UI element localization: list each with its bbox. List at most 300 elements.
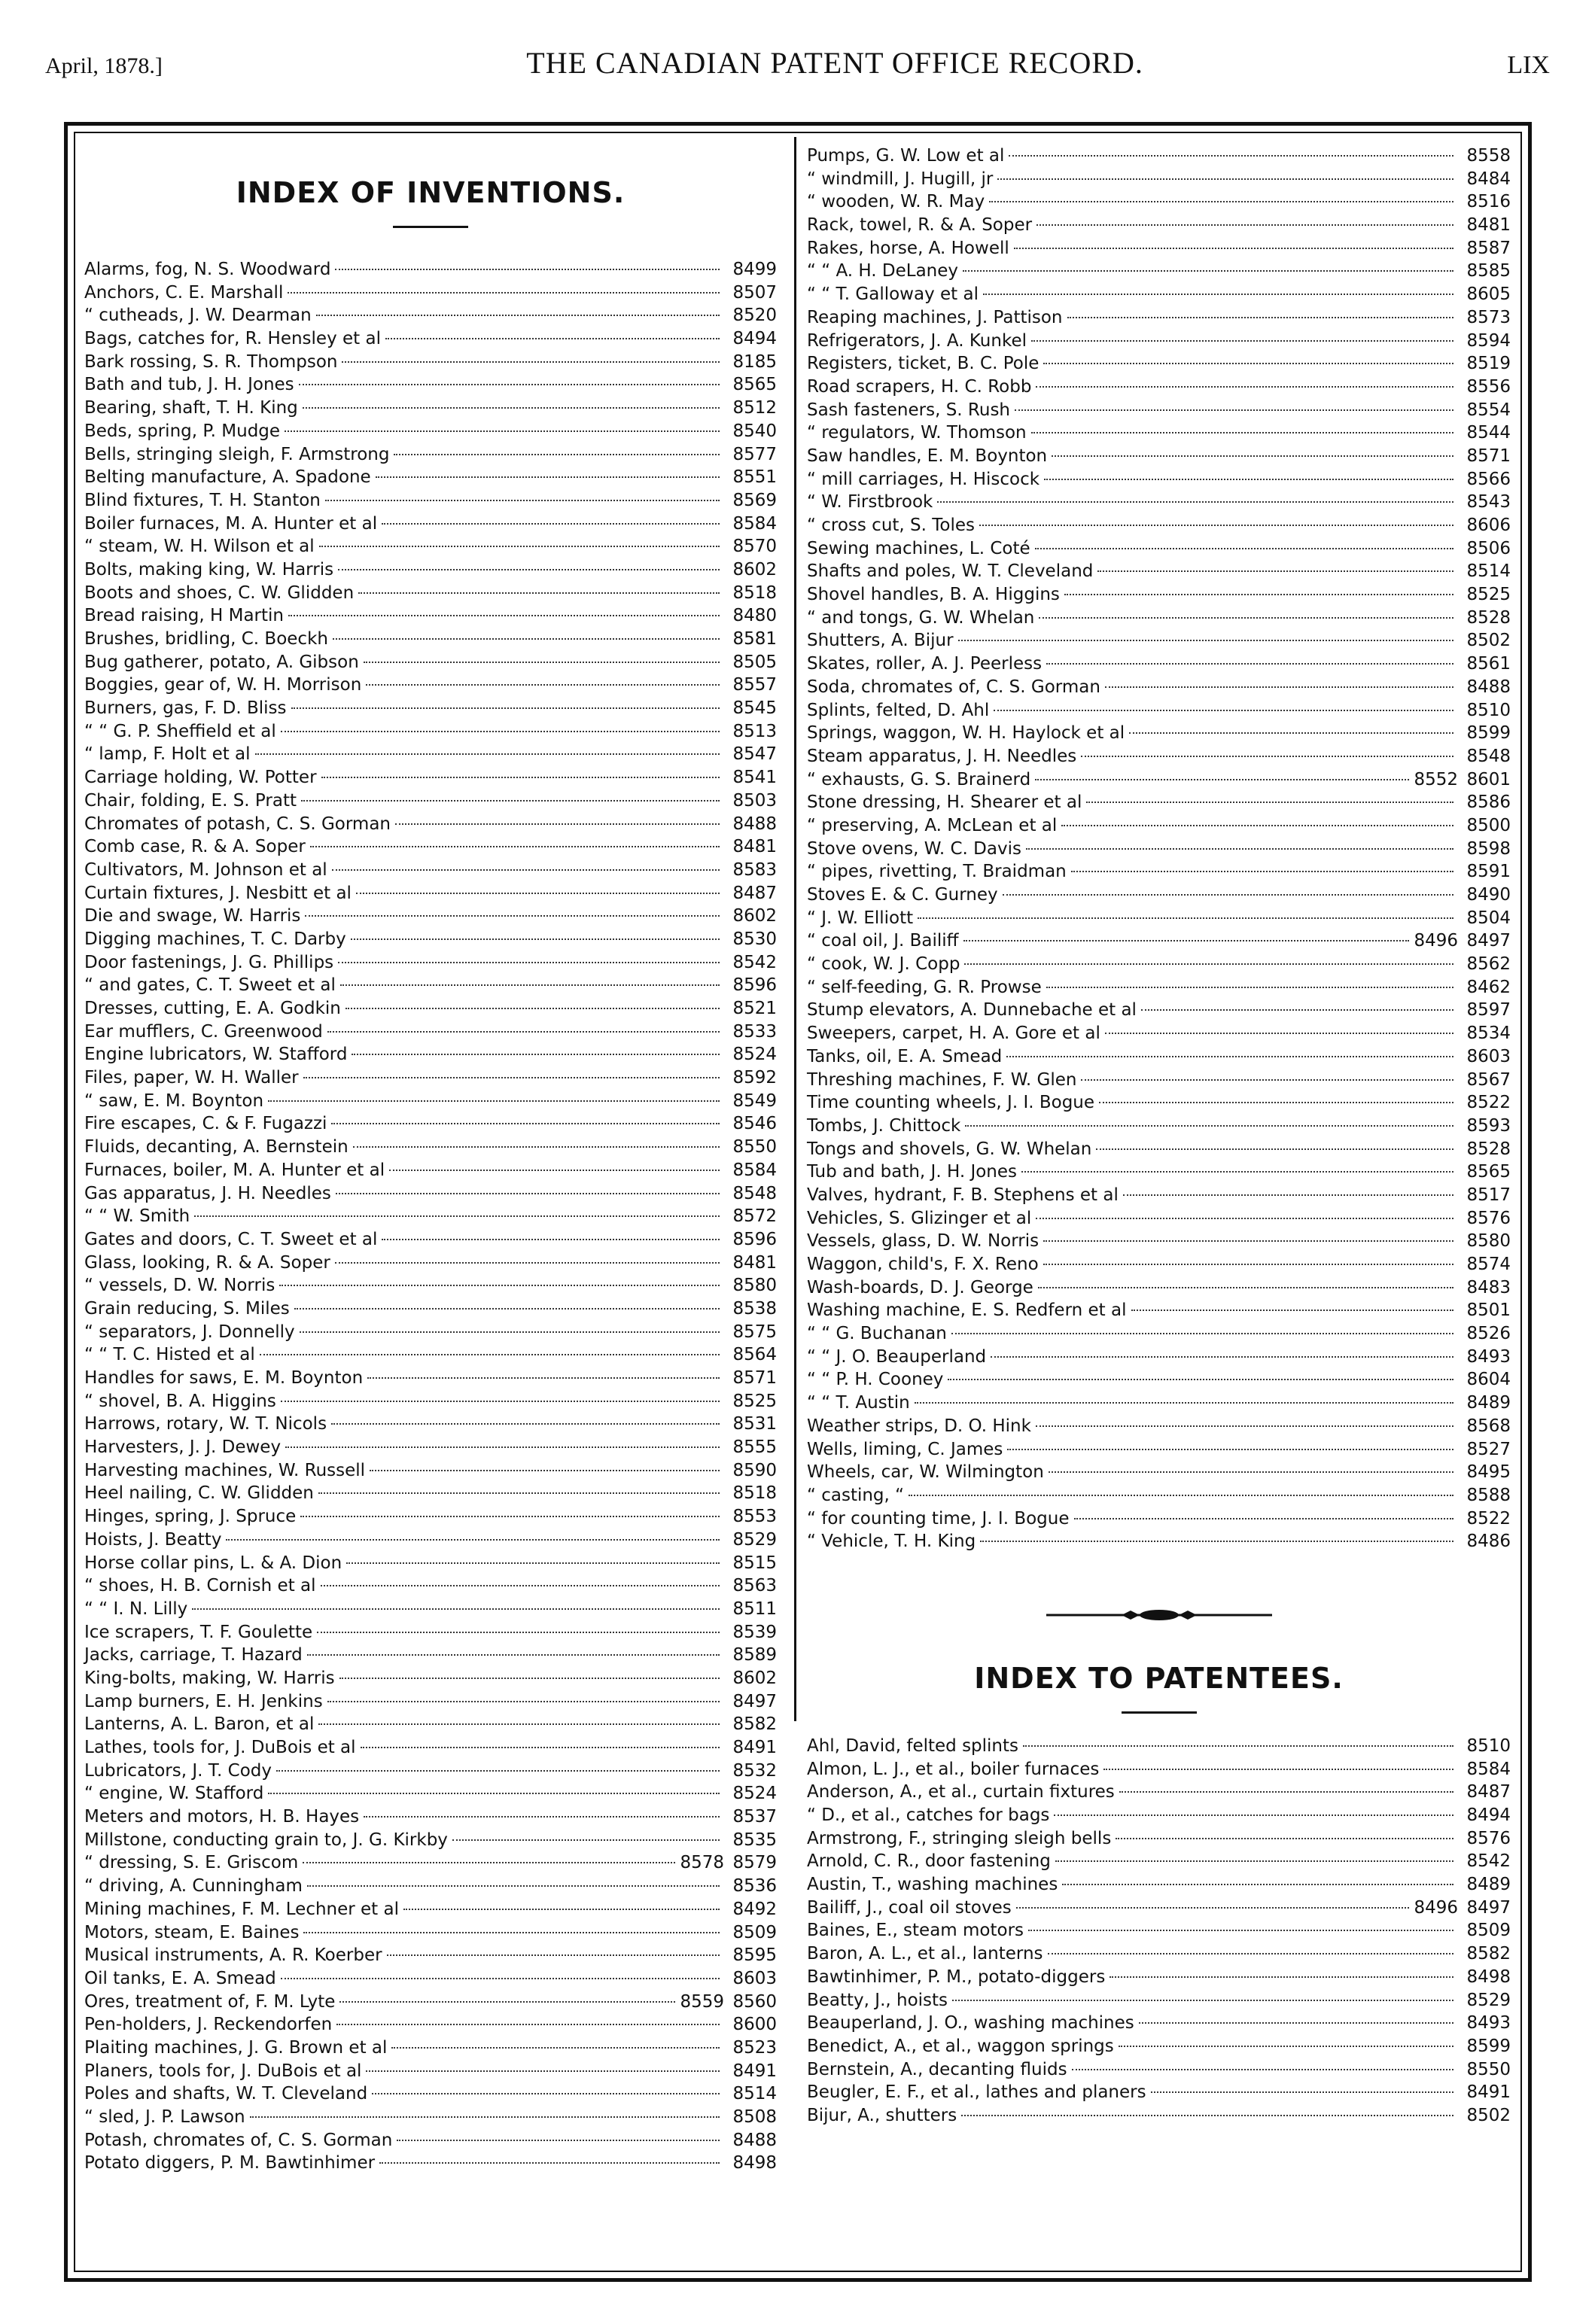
index-entry xyxy=(84,789,777,813)
dot-leader xyxy=(961,2115,1453,2116)
index-entry xyxy=(807,929,1511,953)
index-entry xyxy=(807,1966,1511,1989)
dot-leader xyxy=(1099,1102,1453,1103)
index-entry xyxy=(84,835,777,859)
index-entry xyxy=(807,814,1511,838)
dot-leader xyxy=(997,178,1453,180)
entry-number: 8491 xyxy=(732,2061,777,2081)
entry-number: 8584 xyxy=(1466,1759,1511,1779)
index-entry xyxy=(807,1484,1511,1507)
index-entry xyxy=(84,1598,777,1621)
index-entry xyxy=(807,2012,1511,2035)
entry-text: Belting manufacture, A. Spadone xyxy=(84,467,371,488)
entry-number: 8492 xyxy=(732,1899,777,1919)
entry-text: Lubricators, J. T. Cody xyxy=(84,1760,272,1781)
index-entry xyxy=(807,1942,1511,1966)
index-entry xyxy=(807,976,1511,999)
dot-leader xyxy=(285,430,720,432)
entry-text: Splints, felted, D. Ahl xyxy=(807,700,990,720)
index-entry xyxy=(84,1851,777,1875)
index-entry xyxy=(807,1253,1511,1276)
index-entry xyxy=(84,1066,777,1090)
dot-leader xyxy=(1062,1884,1453,1885)
index-entry xyxy=(807,1207,1511,1230)
entry-number: 8536 xyxy=(732,1876,777,1897)
entry-number: 8497 xyxy=(732,1691,777,1711)
entry-text: Steam apparatus, J. H. Needles xyxy=(807,746,1077,766)
index-entry xyxy=(84,928,777,951)
entry-text: Stoves E. & C. Gurney xyxy=(807,885,998,905)
entry-number: 8507 xyxy=(732,282,777,303)
dot-leader xyxy=(1096,1148,1453,1150)
index-entry xyxy=(84,1390,777,1413)
entry-number: 8571 xyxy=(732,1368,777,1388)
dot-leader xyxy=(915,1402,1453,1404)
entry-number: 8513 xyxy=(732,721,777,741)
dot-leader xyxy=(385,338,720,339)
entry-number: 8558 xyxy=(1466,146,1511,166)
heading-rule xyxy=(393,226,468,228)
entry-text: Bearing, shaft, T. H. King xyxy=(84,398,298,418)
entry-number: 8524 xyxy=(732,1784,777,1804)
entry-number: 8510 xyxy=(1466,700,1511,720)
dot-leader xyxy=(351,938,720,940)
entry-number: 8528 xyxy=(1466,1139,1511,1159)
dot-leader xyxy=(403,1909,720,1910)
dot-leader xyxy=(361,1747,720,1748)
dot-leader xyxy=(335,269,720,270)
entry-number: 8567 xyxy=(1466,1069,1511,1090)
entry-text: “ cutheads, J. W. Dearman xyxy=(84,306,312,326)
entry-number: 8565 xyxy=(1466,1162,1511,1182)
index-entry xyxy=(807,491,1511,514)
entry-number: 8515 xyxy=(732,1553,777,1573)
entry-number: 8512 xyxy=(732,398,777,418)
dot-leader xyxy=(318,1723,720,1725)
dot-leader xyxy=(1035,548,1453,549)
dot-leader xyxy=(268,1100,720,1102)
entry-text: Bolts, making king, W. Harris xyxy=(84,559,334,579)
entry-text: “ W. Firstbrook xyxy=(807,492,933,513)
index-entry xyxy=(807,1989,1511,2012)
entry-number: 8490 xyxy=(1466,885,1511,905)
dot-leader xyxy=(319,546,720,547)
entry-number: 8525 xyxy=(1466,585,1511,605)
dot-leader xyxy=(1141,1009,1453,1011)
dot-leader xyxy=(317,1632,720,1633)
entry-number: 8576 xyxy=(1466,1828,1511,1848)
entry-text: “ sled, J. P. Lawson xyxy=(84,2107,245,2127)
dot-leader xyxy=(1048,1953,1453,1954)
entry-number: 8549 xyxy=(732,1091,777,1111)
dot-leader xyxy=(1105,1033,1453,1034)
entry-number: 8531 xyxy=(732,1414,777,1434)
entry-number: 8497 xyxy=(1466,931,1511,951)
index-entry xyxy=(807,1045,1511,1069)
dot-leader xyxy=(307,1654,720,1656)
index-entry xyxy=(807,1091,1511,1115)
entry-text: “ driving, A. Cunningham xyxy=(84,1876,303,1897)
index-entry xyxy=(807,999,1511,1022)
entry-text: Reaping machines, J. Pattison xyxy=(807,307,1063,327)
entry-text: Meters and motors, H. B. Hayes xyxy=(84,1807,360,1827)
dot-leader xyxy=(1007,1449,1453,1450)
entry-text: Road scrapers, H. C. Robb xyxy=(807,376,1032,397)
index-entry xyxy=(807,652,1511,676)
entry-text: “ engine, W. Stafford xyxy=(84,1784,264,1804)
entry-text: Dresses, cutting, E. A. Godkin xyxy=(84,999,341,1018)
entry-text: Waggon, child's, F. X. Reno xyxy=(807,1255,1039,1274)
entry-number: 8587 xyxy=(1466,238,1511,258)
index-entry xyxy=(84,327,777,351)
entry-text: Anchors, C. E. Marshall xyxy=(84,282,284,303)
dot-leader xyxy=(1055,1860,1453,1862)
dot-leader xyxy=(1049,1471,1453,1473)
entry-text: Glass, looking, R. & A. Soper xyxy=(84,1252,330,1273)
entry-number: 8554 xyxy=(1466,400,1511,420)
index-entry xyxy=(84,604,777,628)
index-entry xyxy=(84,2060,777,2083)
entry-text: Chromates of potash, C. S. Gorman xyxy=(84,814,391,834)
dot-leader xyxy=(1031,432,1453,433)
dot-leader xyxy=(336,1193,720,1194)
entry-text: Bijur, A., shutters xyxy=(807,2105,957,2125)
entry-number: 8498 xyxy=(1466,1967,1511,1987)
dot-leader xyxy=(316,315,720,316)
entry-number: 8582 xyxy=(732,1714,777,1735)
index-entry xyxy=(84,1343,777,1367)
index-entry xyxy=(84,674,777,697)
index-entry xyxy=(84,1621,777,1644)
entry-text: Skates, roller, A. J. Peerless xyxy=(807,654,1043,674)
index-entry xyxy=(807,676,1511,699)
dot-leader xyxy=(301,800,720,802)
entry-number: 8511 xyxy=(732,1599,777,1619)
dot-leader xyxy=(335,1262,720,1264)
entry-text: Stone dressing, H. Shearer et al xyxy=(807,792,1082,813)
entry-number: 8572 xyxy=(732,1206,777,1227)
dot-leader xyxy=(1103,1769,1453,1770)
entry-text: Washing machine, E. S. Redfern et al xyxy=(807,1300,1127,1321)
dot-leader xyxy=(1097,570,1453,572)
index-entry xyxy=(84,1321,777,1344)
entry-text: Comb case, R. & A. Soper xyxy=(84,837,306,857)
entry-text: Valves, hydrant, F. B. Stephens et al xyxy=(807,1185,1119,1205)
entry-number: 8580 xyxy=(1466,1231,1511,1252)
index-entry xyxy=(807,722,1511,745)
entry-number: 8547 xyxy=(732,744,777,765)
entry-text: Ear mufflers, C. Greenwood xyxy=(84,1021,323,1042)
entry-text: Arnold, C. R., door fastening xyxy=(807,1851,1051,1872)
entry-text: Beatty, J., hoists xyxy=(807,1990,948,2010)
entry-text: Digging machines, T. C. Darby xyxy=(84,929,346,949)
entry-number: 8556 xyxy=(1466,376,1511,397)
entry-text: Mining machines, F. M. Lechner et al xyxy=(84,1899,399,1919)
entry-text: Ores, treatment of, F. M. Lyte xyxy=(84,1991,336,2012)
dot-leader xyxy=(356,893,720,894)
entry-number: 8557 xyxy=(732,675,777,695)
entry-text: Chair, folding, E. S. Pratt xyxy=(84,790,297,811)
dot-leader xyxy=(364,662,720,663)
entry-text: Bells, stringing sleigh, F. Armstrong xyxy=(84,444,390,464)
entry-number: 8606 xyxy=(1466,516,1511,535)
entry-text: Shafts and poles, W. T. Cleveland xyxy=(807,561,1094,582)
entry-text: Musical instruments, A. R. Koerber xyxy=(84,1945,382,1966)
index-entry xyxy=(807,907,1511,930)
dot-leader xyxy=(963,940,1410,941)
entry-text: Boggies, gear of, W. H. Morrison xyxy=(84,675,362,695)
index-entry xyxy=(807,699,1511,722)
entry-number: 8502 xyxy=(1466,2105,1511,2125)
dot-leader xyxy=(372,2093,720,2094)
dot-leader xyxy=(303,407,720,409)
patentees-heading: INDEX TO PATENTEES. xyxy=(974,1661,1344,1695)
entry-number: 8545 xyxy=(732,698,777,719)
entry-text: Sweepers, carpet, H. A. Gore et al xyxy=(807,1024,1100,1044)
entry-text: Fire escapes, C. & F. Fugazzi xyxy=(84,1114,327,1134)
index-entry xyxy=(84,1228,777,1252)
entry-text: “ “ T. Austin xyxy=(807,1393,910,1413)
entry-text: Beugler, E. F., et al., lathes and planers xyxy=(807,2082,1146,2103)
dot-leader xyxy=(318,1492,720,1494)
dot-leader xyxy=(364,1816,720,1818)
entry-text: Time counting wheels, J. I. Bogue xyxy=(807,1093,1095,1113)
entry-number: 8518 xyxy=(732,583,777,603)
index-entry xyxy=(807,1850,1511,1873)
index-entry xyxy=(84,2152,777,2175)
entry-number: 8550 xyxy=(732,1137,777,1157)
entry-number: 8603 xyxy=(1466,1046,1511,1066)
entry-text: Heel nailing, C. W. Glidden xyxy=(84,1483,314,1504)
entry-text: Harvesting machines, W. Russell xyxy=(84,1460,366,1480)
index-entry xyxy=(84,1574,777,1598)
index-entry xyxy=(807,168,1511,191)
index-entry xyxy=(807,1392,1511,1415)
entry-text: “ “ T. C. Histed et al xyxy=(84,1345,255,1365)
index-entry xyxy=(807,1346,1511,1369)
entry-number: 8574 xyxy=(1466,1255,1511,1274)
dot-leader xyxy=(1014,248,1453,249)
entry-text: Burners, gas, F. D. Bliss xyxy=(84,698,287,719)
entry-text: Wells, liming, C. James xyxy=(807,1439,1003,1459)
index-entry xyxy=(807,1160,1511,1184)
entry-number: 8518 xyxy=(732,1483,777,1504)
index-entry xyxy=(807,445,1511,468)
index-entry xyxy=(807,2058,1511,2082)
entry-text: Armstrong, F., stringing sleigh bells xyxy=(807,1828,1112,1848)
entry-text: Planers, tools for, J. DuBois et al xyxy=(84,2061,362,2081)
entry-number: 8537 xyxy=(732,1807,777,1827)
publication-title: THE CANADIAN PATENT OFFICE RECORD. xyxy=(526,46,1143,80)
entry-number: 8508 xyxy=(732,2107,777,2127)
index-entry xyxy=(84,443,777,467)
dot-leader xyxy=(965,1125,1453,1127)
dot-leader xyxy=(980,1541,1453,1542)
entry-text: Shutters, A. Bijur xyxy=(807,631,954,651)
entry-number: 8481 xyxy=(732,1252,777,1273)
entry-text: Potash, chromates of, C. S. Gorman xyxy=(84,2130,393,2150)
entry-number: 8584 xyxy=(732,1160,777,1180)
dot-leader xyxy=(391,2047,720,2049)
index-entry xyxy=(84,1875,777,1898)
entry-number: 8521 xyxy=(732,999,777,1018)
entry-number: 8582 xyxy=(1466,1944,1511,1964)
entry-number: 8505 xyxy=(732,652,777,672)
entry-text: Baron, A. L., et al., lanterns xyxy=(807,1944,1043,1964)
entry-number: 8534 xyxy=(1466,1024,1511,1044)
entry-number: 8462 xyxy=(1466,977,1511,997)
index-entry xyxy=(84,1667,777,1690)
entry-number: 8550 xyxy=(1466,2059,1511,2079)
index-entry xyxy=(807,1781,1511,1804)
entry-number: 8599 xyxy=(1466,723,1511,744)
dot-leader xyxy=(1031,340,1453,342)
index-entry xyxy=(84,1505,777,1529)
dot-leader xyxy=(1038,1287,1453,1288)
entry-text: Grain reducing, S. Miles xyxy=(84,1298,290,1319)
entry-text: Wheels, car, W. Wilmington xyxy=(807,1462,1044,1483)
entry-text: Gas apparatus, J. H. Needles xyxy=(84,1183,331,1203)
entry-text: “ cross cut, S. Toles xyxy=(807,516,975,535)
index-entry xyxy=(84,1782,777,1805)
entry-secondary-number: 8496 xyxy=(1414,1897,1458,1918)
index-entry xyxy=(84,1136,777,1159)
dot-leader xyxy=(294,1308,720,1310)
index-entry xyxy=(807,352,1511,376)
entry-number: 8569 xyxy=(732,490,777,510)
entry-number: 8560 xyxy=(732,1991,777,2012)
dot-leader xyxy=(1074,1518,1453,1519)
index-entry xyxy=(84,697,777,720)
index-entry xyxy=(84,281,777,305)
index-entry xyxy=(807,2081,1511,2104)
entry-text: Carriage holding, W. Potter xyxy=(84,768,317,788)
entry-number: 8596 xyxy=(732,975,777,996)
entry-number: 8566 xyxy=(1466,469,1511,489)
index-entry xyxy=(807,1438,1511,1462)
entry-number: 8592 xyxy=(732,1068,777,1088)
entry-text: Soda, chromates of, C. S. Gorman xyxy=(807,677,1100,697)
dot-leader xyxy=(367,1377,720,1379)
index-entry xyxy=(807,1804,1511,1827)
dot-leader xyxy=(979,525,1453,526)
dot-leader xyxy=(397,2140,720,2141)
entry-number: 8602 xyxy=(732,559,777,579)
entry-text: Engine lubricators, W. Stafford xyxy=(84,1045,348,1065)
index-entry xyxy=(807,399,1511,422)
index-entry xyxy=(807,838,1511,861)
dot-leader xyxy=(1129,732,1453,734)
entry-number: 8542 xyxy=(732,952,777,972)
dot-leader xyxy=(260,1354,720,1355)
entry-number: 8503 xyxy=(732,790,777,811)
dot-leader xyxy=(1123,1194,1453,1196)
dot-leader xyxy=(279,1285,720,1286)
index-entry xyxy=(84,304,777,327)
entry-number: 8488 xyxy=(732,814,777,834)
entry-number: 8548 xyxy=(1466,746,1511,766)
entry-text: Bread raising, H Martin xyxy=(84,606,284,626)
index-entry xyxy=(84,466,777,489)
dot-leader xyxy=(948,1379,1453,1380)
entry-number: 8551 xyxy=(732,467,777,488)
dot-leader xyxy=(983,294,1453,295)
entry-text: “ “ I. N. Lilly xyxy=(84,1599,188,1619)
entry-text: “ “ G. P. Sheffield et al xyxy=(84,721,276,741)
index-entry xyxy=(84,882,777,905)
index-entry xyxy=(807,514,1511,537)
entry-text: “ “ W. Smith xyxy=(84,1206,190,1227)
dot-leader xyxy=(1036,1425,1453,1427)
index-entry xyxy=(807,1230,1511,1253)
entry-text: Pen-holders, J. Reckendorfen xyxy=(84,2015,333,2035)
entry-text: Beds, spring, P. Mudge xyxy=(84,421,281,441)
index-entry xyxy=(84,582,777,605)
entry-number: 8491 xyxy=(732,1738,777,1757)
index-entry xyxy=(84,513,777,536)
entry-number: 8529 xyxy=(1466,1990,1511,2010)
dot-leader xyxy=(1109,1976,1453,1978)
entry-number: 8514 xyxy=(732,2084,777,2104)
entry-number: 8529 xyxy=(732,1529,777,1550)
index-entry xyxy=(807,421,1511,445)
dot-leader xyxy=(382,523,720,525)
dot-leader xyxy=(342,361,720,363)
entry-number: 8583 xyxy=(732,859,777,880)
entry-number: 8575 xyxy=(732,1322,777,1342)
entry-number: 8517 xyxy=(1466,1185,1511,1205)
entry-number: 8565 xyxy=(732,375,777,395)
index-entry xyxy=(84,2106,777,2129)
dot-leader xyxy=(370,1470,720,1471)
entry-number: 8487 xyxy=(732,883,777,903)
entry-text: Austin, T., washing machines xyxy=(807,1875,1058,1895)
index-entry xyxy=(84,743,777,766)
entry-number: 8520 xyxy=(732,306,777,326)
entry-text: “ dressing, S. E. Griscom xyxy=(84,1853,299,1873)
dot-leader xyxy=(303,1077,720,1078)
entry-number: 8504 xyxy=(1466,908,1511,928)
entry-number: 8594 xyxy=(1466,330,1511,351)
dot-leader xyxy=(1016,1907,1410,1909)
entry-text: Bug gatherer, potato, A. Gibson xyxy=(84,652,359,672)
entry-text: Bernstein, A., decanting fluids xyxy=(807,2059,1067,2079)
dot-leader xyxy=(194,1215,720,1217)
entry-text: “ “ T. Galloway et al xyxy=(807,284,979,305)
entry-text: Baines, E., steam motors xyxy=(807,1921,1024,1941)
dot-leader xyxy=(1119,1791,1453,1793)
index-entry xyxy=(84,1829,777,1852)
entry-text: Threshing machines, F. W. Glen xyxy=(807,1069,1077,1090)
entry-number: 8542 xyxy=(1466,1851,1511,1872)
entry-secondary-number: 8496 xyxy=(1414,931,1458,951)
index-entry xyxy=(84,1205,777,1228)
inventions-heading: INDEX OF INVENTIONS. xyxy=(236,176,626,209)
index-entry xyxy=(807,537,1511,561)
index-entry xyxy=(84,974,777,997)
entry-text: “ pipes, rivetting, T. Braidman xyxy=(807,862,1067,882)
entry-text: Cultivators, M. Johnson et al xyxy=(84,859,327,880)
dot-leader xyxy=(300,1331,720,1333)
entry-text: “ windmill, J. Hugill, jr xyxy=(807,169,994,189)
index-entry xyxy=(807,745,1511,768)
dot-leader xyxy=(345,1008,720,1009)
entry-text: Pumps, G. W. Low et al xyxy=(807,146,1005,166)
entry-text: Refrigerators, J. A. Kunkel xyxy=(807,330,1027,351)
entry-number: 8586 xyxy=(1466,792,1511,813)
entry-text: “ self-feeding, G. R. Prowse xyxy=(807,977,1042,997)
dot-leader xyxy=(1071,871,1453,872)
